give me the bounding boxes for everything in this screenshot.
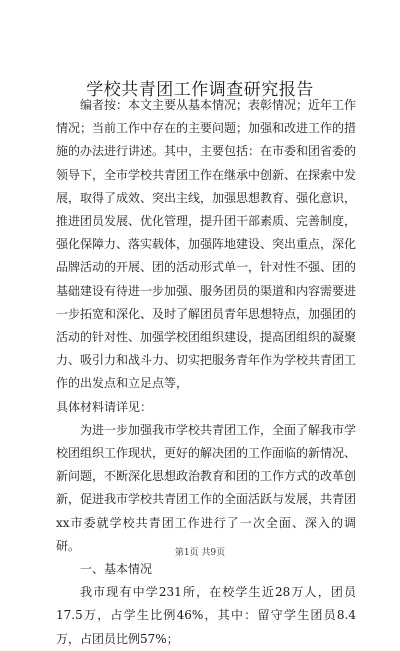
editor-note-paragraph: 编者按：本文主要从基本情况；表彰情况；近年工作情况；当前工作中存在的主要问题；加强和改进工作的措施的办法进行讲述。其中，主要包括：在市委和团省委的领导下，全市学校共青团工作在继承中创新、在探索中发展，取得了成效、突出主线，加强思想教育、强化意识，推进团员发展、优化管理，提升团干部素质、完善制度，强化保障力、落实载体，加强阵地建设、突出重点，深化品牌活动的开展、团的活动形式单一，针对性不强、团的基础建设有待进一步加强、服务团员的渠道和内容需要进一步拓宽和深化、及时了解团员青年思想特点，加强团的活动的针对性、加强学校团组织建设，提高团组织的凝聚力、吸引力和战斗力、切实把服务青年作为学校共青团工作的出发点和立足点等，	[56, 98, 357, 391]
document-body	[56, 94, 356, 651]
page-number-footer: 第1页 共9页	[174, 548, 226, 558]
document-title: 学校共青团工作调查研究报告	[86, 80, 314, 101]
details-intro-paragraph: 具体材料请详见：	[56, 399, 153, 414]
purpose-paragraph: 为进一步加强我市学校共青团工作，全面了解我市学校团组织工作现状，更好的解决团的工作面临的新情况、新问题，不断深化思想政治教育和团的工作方式的改革创新，促进我市学校共青团工作的全面活跃与发展，共青团xx市委就学校共青团工作进行了一次全面、深入的调研。	[56, 422, 357, 553]
section-heading-basic-situation: 一、基本情况	[80, 562, 153, 577]
statistics-paragraph: 我市现有中学231所，在校学生近28万人，团员17.5万，占学生比例46%，其中：留守学生团员8.4万，占团员比例57%；	[56, 585, 356, 646]
